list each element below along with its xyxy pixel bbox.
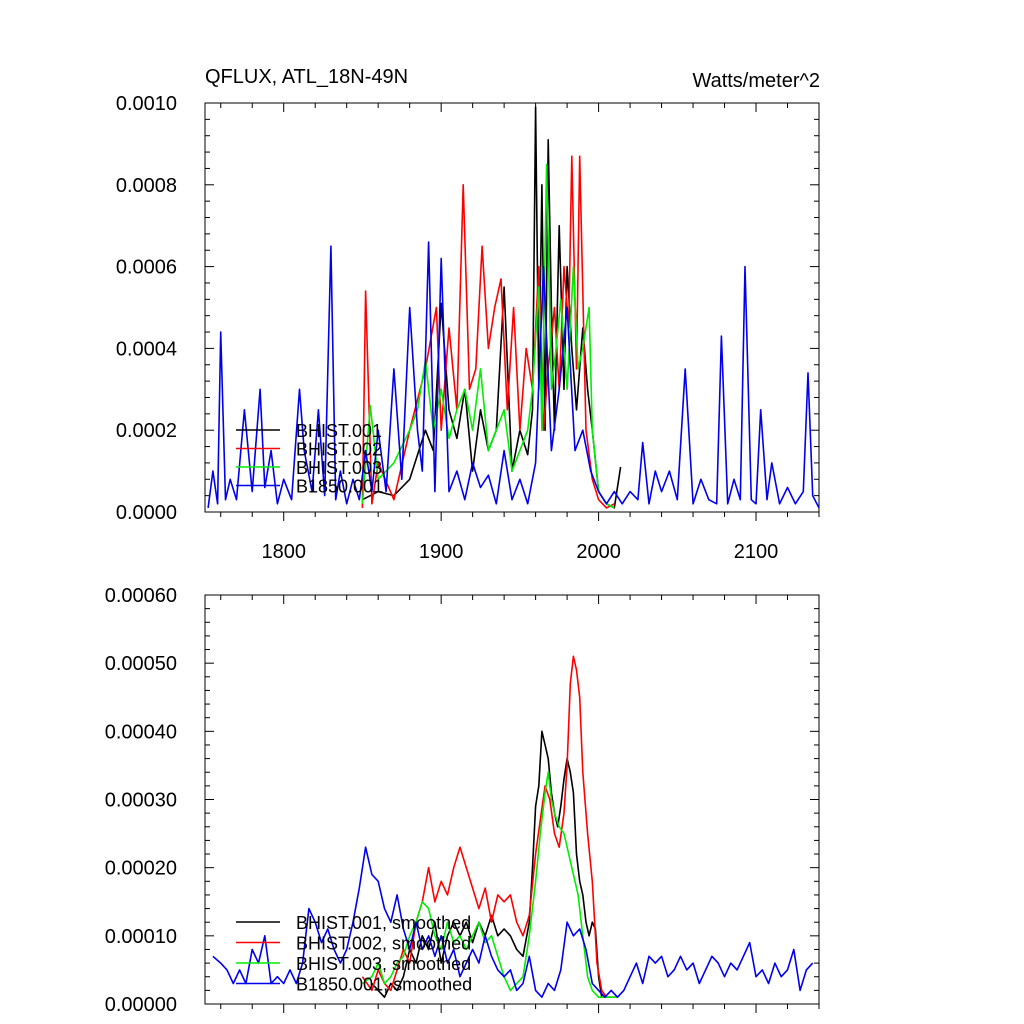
y-tick-label: 0.00060	[104, 585, 177, 607]
y-tick-label: 0.00030	[104, 789, 177, 812]
y-tick-label: 0.00020	[104, 857, 177, 880]
y-tick-label: 0.00000	[104, 994, 177, 1016]
y-tick-label: 0.0010	[115, 93, 177, 115]
bottom-panel	[105, 585, 819, 1016]
legend-label: B1850.001	[296, 476, 384, 497]
y-tick-label: 0.0000	[115, 502, 177, 524]
y-tick-label: 0.00050	[104, 653, 177, 676]
y-tick-label: 0.00010	[104, 925, 177, 948]
x-tick-label: 1900	[418, 541, 464, 563]
legend-label: BHIST.001, smoothed	[296, 913, 472, 933]
legend	[236, 421, 383, 497]
y-tick-label: 0.0006	[115, 256, 177, 279]
y-tick-label: 0.0002	[115, 420, 177, 443]
legend-label: BHIST.002, smoothed	[296, 933, 472, 954]
legend-label: BHIST.002	[296, 439, 383, 460]
y-tick-label: 0.0004	[115, 338, 177, 361]
legend-label: BHIST.001	[296, 421, 383, 441]
top-panel	[116, 66, 820, 563]
units-label: Watts/meter^2	[692, 70, 820, 92]
x-tick-label: 2000	[576, 541, 621, 563]
legend-label: BHIST.003, smoothed	[296, 954, 472, 974]
x-tick-label: 1800	[261, 541, 306, 563]
chart-title: QFLUX, ATL_18N-49N	[205, 66, 409, 88]
x-tick-label: 2100	[733, 541, 779, 563]
y-tick-label: 0.00040	[104, 721, 177, 744]
y-tick-label: 0.0008	[115, 174, 177, 197]
legend-label: B1850.001, smoothed	[296, 974, 473, 995]
legend-label: BHIST.003	[296, 458, 383, 478]
